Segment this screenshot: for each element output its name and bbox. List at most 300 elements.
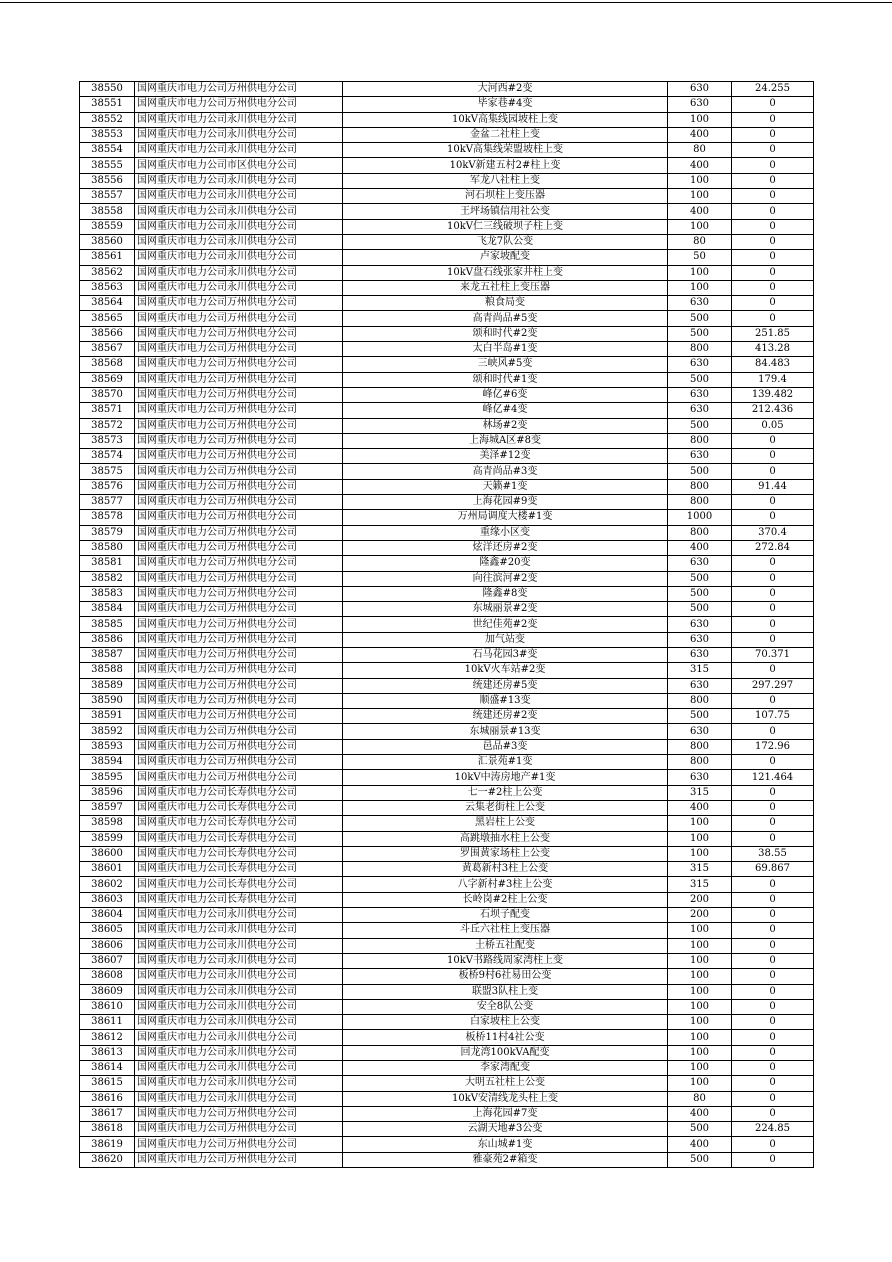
table-row [80,800,814,815]
row-number-cell: 38614 [80,1061,135,1076]
load-cell: 0 [732,877,814,892]
company-cell: 国网重庆市电力公司永川供电分公司 [135,1045,343,1060]
company-cell: 国网重庆市电力公司万州供电分公司 [135,1137,343,1152]
company-cell: 国网重庆市电力公司永川供电分公司 [135,280,343,295]
table-row [80,280,814,295]
company-cell: 国网重庆市电力公司万州供电分公司 [135,510,343,525]
capacity-cell: 100 [668,1030,732,1045]
load-cell: 0 [732,311,814,326]
capacity-cell: 100 [668,189,732,204]
capacity-cell: 500 [668,571,732,586]
load-cell: 0 [732,800,814,815]
company-cell: 国网重庆市电力公司永川供电分公司 [135,234,343,249]
company-cell: 国网重庆市电力公司万州供电分公司 [135,418,343,433]
row-number-cell: 38593 [80,739,135,754]
table-row [80,357,814,372]
row-number-cell: 38565 [80,311,135,326]
table-row [80,632,814,647]
table-row [80,1045,814,1060]
capacity-cell: 100 [668,1045,732,1060]
capacity-cell: 100 [668,1015,732,1030]
load-cell: 0.05 [732,418,814,433]
row-number-cell: 38590 [80,693,135,708]
company-cell: 国网重庆市电力公司万州供电分公司 [135,372,343,387]
transformer-name-cell: 回龙湾100kVA配变 [343,1045,668,1060]
transformer-name-cell: 10kV安清线龙头柱上变 [343,1091,668,1106]
load-cell: 139.482 [732,387,814,402]
row-number-cell: 38616 [80,1091,135,1106]
transformer-name-cell: 来龙五社柱上变压器 [343,280,668,295]
capacity-cell: 100 [668,1076,732,1091]
row-number-cell: 38586 [80,632,135,647]
table-row [80,724,814,739]
table-row [80,908,814,923]
table-row [80,571,814,586]
table-row [80,464,814,479]
table-row [80,586,814,601]
transformer-name-cell: 汇景苑#1变 [343,755,668,770]
table-row [80,892,814,907]
row-number-cell: 38576 [80,479,135,494]
load-cell: 179.4 [732,372,814,387]
capacity-cell: 630 [668,556,732,571]
load-cell: 0 [732,495,814,510]
transformer-name-cell: 峰亿#4变 [343,403,668,418]
table-row [80,449,814,464]
company-cell: 国网重庆市电力公司万州供电分公司 [135,1106,343,1121]
transformer-name-cell: 太白半岛#1变 [343,342,668,357]
row-number-cell: 38578 [80,510,135,525]
transformer-capacity-table [79,81,814,1168]
company-cell: 国网重庆市电力公司长寿供电分公司 [135,831,343,846]
row-number-cell: 38552 [80,112,135,127]
load-cell: 0 [732,189,814,204]
row-number-cell: 38568 [80,357,135,372]
load-cell: 0 [732,908,814,923]
table-row [80,1106,814,1121]
transformer-name-cell: 10kV书路线周家湾柱上变 [343,953,668,968]
load-cell: 0 [732,234,814,249]
row-number-cell: 38583 [80,586,135,601]
capacity-cell: 100 [668,938,732,953]
company-cell: 国网重庆市电力公司万州供电分公司 [135,571,343,586]
load-cell: 0 [732,158,814,173]
row-number-cell: 38597 [80,800,135,815]
row-number-cell: 38580 [80,540,135,555]
row-number-cell: 38554 [80,143,135,158]
transformer-name-cell: 隆鑫#8变 [343,586,668,601]
load-cell: 107.75 [732,709,814,724]
transformer-name-cell: 七一#2柱上公变 [343,785,668,800]
load-cell: 70.371 [732,647,814,662]
capacity-cell: 500 [668,586,732,601]
table-body [80,82,814,1168]
company-cell: 国网重庆市电力公司永川供电分公司 [135,1061,343,1076]
capacity-cell: 100 [668,280,732,295]
table-row [80,862,814,877]
transformer-name-cell: 大明五社柱上公变 [343,1076,668,1091]
table-row [80,770,814,785]
capacity-cell: 500 [668,602,732,617]
company-cell: 国网重庆市电力公司永川供电分公司 [135,1091,343,1106]
load-cell: 69.867 [732,862,814,877]
company-cell: 国网重庆市电力公司万州供电分公司 [135,326,343,341]
table-row [80,510,814,525]
capacity-cell: 500 [668,709,732,724]
load-cell: 38.55 [732,846,814,861]
table-row [80,1076,814,1091]
load-cell: 0 [732,999,814,1014]
company-cell: 国网重庆市电力公司长寿供电分公司 [135,862,343,877]
load-cell: 0 [732,464,814,479]
transformer-name-cell: 顺盛#13变 [343,693,668,708]
table-row [80,372,814,387]
company-cell: 国网重庆市电力公司万州供电分公司 [135,755,343,770]
capacity-cell: 100 [668,846,732,861]
row-number-cell: 38564 [80,296,135,311]
table-row [80,999,814,1014]
transformer-name-cell: 河石坝柱上变压器 [343,189,668,204]
load-cell: 0 [732,953,814,968]
table-row [80,342,814,357]
load-cell: 0 [732,938,814,953]
company-cell: 国网重庆市电力公司长寿供电分公司 [135,785,343,800]
company-cell: 国网重庆市电力公司万州供电分公司 [135,525,343,540]
capacity-cell: 630 [668,82,732,97]
row-number-cell: 38579 [80,525,135,540]
transformer-name-cell: 向往滨河#2变 [343,571,668,586]
table-row [80,403,814,418]
row-number-cell: 38589 [80,678,135,693]
row-number-cell: 38558 [80,204,135,219]
capacity-cell: 400 [668,127,732,142]
load-cell: 172.96 [732,739,814,754]
table-row [80,311,814,326]
load-cell: 0 [732,755,814,770]
transformer-name-cell: 颂和时代#1变 [343,372,668,387]
capacity-cell: 100 [668,999,732,1014]
row-number-cell: 38562 [80,265,135,280]
load-cell: 0 [732,173,814,188]
capacity-cell: 1000 [668,510,732,525]
capacity-cell: 100 [668,1061,732,1076]
load-cell: 0 [732,831,814,846]
capacity-cell: 630 [668,97,732,112]
table-row [80,785,814,800]
table-row [80,250,814,265]
load-cell: 0 [732,724,814,739]
load-cell: 0 [732,693,814,708]
transformer-name-cell: 峰亿#6变 [343,387,668,402]
table-row [80,1061,814,1076]
company-cell: 国网重庆市电力公司长寿供电分公司 [135,800,343,815]
company-cell: 国网重庆市电力公司万州供电分公司 [135,540,343,555]
table-row [80,953,814,968]
table-row [80,556,814,571]
row-number-cell: 38550 [80,82,135,97]
table-row [80,525,814,540]
company-cell: 国网重庆市电力公司万州供电分公司 [135,311,343,326]
table-row [80,326,814,341]
table-row [80,173,814,188]
company-cell: 国网重庆市电力公司万州供电分公司 [135,449,343,464]
capacity-cell: 100 [668,173,732,188]
transformer-name-cell: 大河西#2变 [343,82,668,97]
table-row [80,219,814,234]
load-cell: 0 [732,250,814,265]
transformer-name-cell: 长岭岗#2柱上公变 [343,892,668,907]
company-cell: 国网重庆市电力公司永川供电分公司 [135,204,343,219]
table-row [80,387,814,402]
company-cell: 国网重庆市电力公司市区供电分公司 [135,158,343,173]
table-row [80,1030,814,1045]
transformer-name-cell: 高青尚品#3变 [343,464,668,479]
capacity-cell: 80 [668,234,732,249]
load-cell: 251.85 [732,326,814,341]
load-cell: 0 [732,433,814,448]
table-row [80,969,814,984]
capacity-cell: 100 [668,112,732,127]
transformer-name-cell: 粮食局变 [343,296,668,311]
row-number-cell: 38570 [80,387,135,402]
company-cell: 国网重庆市电力公司永川供电分公司 [135,1015,343,1030]
capacity-cell: 630 [668,632,732,647]
capacity-cell: 400 [668,158,732,173]
row-number-cell: 38612 [80,1030,135,1045]
row-number-cell: 38606 [80,938,135,953]
row-number-cell: 38569 [80,372,135,387]
company-cell: 国网重庆市电力公司万州供电分公司 [135,647,343,662]
capacity-cell: 100 [668,969,732,984]
capacity-cell: 800 [668,433,732,448]
transformer-name-cell: 石马花园3#变 [343,647,668,662]
load-cell: 0 [732,204,814,219]
capacity-cell: 100 [668,816,732,831]
load-cell: 0 [732,892,814,907]
capacity-cell: 400 [668,204,732,219]
row-number-cell: 38556 [80,173,135,188]
row-number-cell: 38588 [80,663,135,678]
company-cell: 国网重庆市电力公司永川供电分公司 [135,984,343,999]
company-cell: 国网重庆市电力公司万州供电分公司 [135,678,343,693]
table-row [80,923,814,938]
transformer-name-cell: 雅豪苑2#箱变 [343,1152,668,1167]
row-number-cell: 38605 [80,923,135,938]
company-cell: 国网重庆市电力公司永川供电分公司 [135,923,343,938]
capacity-cell: 100 [668,265,732,280]
load-cell: 0 [732,816,814,831]
row-number-cell: 38601 [80,862,135,877]
row-number-cell: 38557 [80,189,135,204]
company-cell: 国网重庆市电力公司万州供电分公司 [135,770,343,785]
load-cell: 0 [732,112,814,127]
capacity-cell: 100 [668,923,732,938]
company-cell: 国网重庆市电力公司长寿供电分公司 [135,846,343,861]
company-cell: 国网重庆市电力公司万州供电分公司 [135,632,343,647]
transformer-name-cell: 八字新村#3柱上公变 [343,877,668,892]
capacity-cell: 630 [668,770,732,785]
transformer-name-cell: 黄葛新村3柱上公变 [343,862,668,877]
capacity-cell: 50 [668,250,732,265]
capacity-cell: 400 [668,1106,732,1121]
table-row [80,495,814,510]
transformer-name-cell: 三峡风#5变 [343,357,668,372]
transformer-name-cell: 颂和时代#2变 [343,326,668,341]
company-cell: 国网重庆市电力公司长寿供电分公司 [135,877,343,892]
company-cell: 国网重庆市电力公司万州供电分公司 [135,82,343,97]
capacity-cell: 80 [668,143,732,158]
load-cell: 0 [732,1061,814,1076]
transformer-name-cell: 飞龙7队公变 [343,234,668,249]
capacity-cell: 630 [668,724,732,739]
row-number-cell: 38608 [80,969,135,984]
transformer-name-cell: 板桥11村4社公变 [343,1030,668,1045]
row-number-cell: 38610 [80,999,135,1014]
row-number-cell: 38573 [80,433,135,448]
table-row [80,265,814,280]
row-number-cell: 38575 [80,464,135,479]
row-number-cell: 38618 [80,1122,135,1137]
load-cell: 0 [732,556,814,571]
load-cell: 0 [732,617,814,632]
capacity-cell: 630 [668,296,732,311]
capacity-cell: 800 [668,755,732,770]
transformer-name-cell: 统建还房#5变 [343,678,668,693]
load-cell: 0 [732,632,814,647]
capacity-cell: 315 [668,663,732,678]
load-cell: 0 [732,571,814,586]
transformer-name-cell: 军龙八社柱上变 [343,173,668,188]
table-row [80,127,814,142]
transformer-name-cell: 美泽#12变 [343,449,668,464]
table-row [80,678,814,693]
transformer-name-cell: 上海花园#9变 [343,495,668,510]
load-cell: 0 [732,1106,814,1121]
table-row [80,617,814,632]
row-number-cell: 38604 [80,908,135,923]
page-top-rule [0,2,892,3]
capacity-cell: 500 [668,326,732,341]
load-cell: 212.436 [732,403,814,418]
row-number-cell: 38607 [80,953,135,968]
transformer-name-cell: 10kV新建五村2#柱上变 [343,158,668,173]
company-cell: 国网重庆市电力公司万州供电分公司 [135,693,343,708]
transformer-name-cell: 上海城A区#8变 [343,433,668,448]
row-number-cell: 38567 [80,342,135,357]
load-cell: 0 [732,586,814,601]
table-row [80,479,814,494]
row-number-cell: 38574 [80,449,135,464]
transformer-name-cell: 10kV仁三线破坝子柱上变 [343,219,668,234]
load-cell: 0 [732,97,814,112]
table-row [80,816,814,831]
company-cell: 国网重庆市电力公司万州供电分公司 [135,403,343,418]
table-row [80,877,814,892]
load-cell: 0 [732,785,814,800]
transformer-name-cell: 上海花园#7变 [343,1106,668,1121]
load-cell: 0 [732,449,814,464]
company-cell: 国网重庆市电力公司长寿供电分公司 [135,816,343,831]
table-row [80,984,814,999]
capacity-cell: 800 [668,525,732,540]
capacity-cell: 100 [668,953,732,968]
transformer-name-cell: 高青尚品#5变 [343,311,668,326]
transformer-name-cell: 10kV高集线荣盟坡柱上变 [343,143,668,158]
load-cell: 24.255 [732,82,814,97]
capacity-cell: 800 [668,693,732,708]
company-cell: 国网重庆市电力公司万州供电分公司 [135,296,343,311]
company-cell: 国网重庆市电力公司万州供电分公司 [135,97,343,112]
transformer-name-cell: 金盆二社柱上变 [343,127,668,142]
row-number-cell: 38609 [80,984,135,999]
row-number-cell: 38602 [80,877,135,892]
transformer-name-cell: 石坝子配变 [343,908,668,923]
capacity-cell: 500 [668,372,732,387]
table-row [80,755,814,770]
table-row [80,846,814,861]
company-cell: 国网重庆市电力公司永川供电分公司 [135,1076,343,1091]
row-number-cell: 38596 [80,785,135,800]
table-row [80,418,814,433]
company-cell: 国网重庆市电力公司万州供电分公司 [135,1122,343,1137]
row-number-cell: 38619 [80,1137,135,1152]
row-number-cell: 38571 [80,403,135,418]
capacity-cell: 800 [668,739,732,754]
table-row [80,234,814,249]
capacity-cell: 80 [668,1091,732,1106]
company-cell: 国网重庆市电力公司永川供电分公司 [135,953,343,968]
capacity-cell: 500 [668,1122,732,1137]
table-row [80,1137,814,1152]
company-cell: 国网重庆市电力公司长寿供电分公司 [135,892,343,907]
transformer-name-cell: 统建还房#2变 [343,709,668,724]
table-row [80,540,814,555]
company-cell: 国网重庆市电力公司永川供电分公司 [135,250,343,265]
load-cell: 0 [732,265,814,280]
row-number-cell: 38581 [80,556,135,571]
transformer-name-cell: 加气站变 [343,632,668,647]
transformer-name-cell: 天籁#1变 [343,479,668,494]
load-cell: 0 [732,1152,814,1167]
row-number-cell: 38587 [80,647,135,662]
row-number-cell: 38617 [80,1106,135,1121]
load-cell: 0 [732,1045,814,1060]
row-number-cell: 38594 [80,755,135,770]
load-cell: 121.464 [732,770,814,785]
capacity-cell: 630 [668,647,732,662]
company-cell: 国网重庆市电力公司永川供电分公司 [135,127,343,142]
table-row [80,1091,814,1106]
transformer-name-cell: 世纪佳苑#2变 [343,617,668,632]
row-number-cell: 38613 [80,1045,135,1060]
row-number-cell: 38615 [80,1076,135,1091]
table-row [80,693,814,708]
row-number-cell: 38595 [80,770,135,785]
load-cell: 0 [732,969,814,984]
capacity-cell: 315 [668,877,732,892]
load-cell: 0 [732,1091,814,1106]
company-cell: 国网重庆市电力公司永川供电分公司 [135,265,343,280]
row-number-cell: 38599 [80,831,135,846]
table-row [80,433,814,448]
company-cell: 国网重庆市电力公司万州供电分公司 [135,586,343,601]
table-row [80,663,814,678]
table-row [80,97,814,112]
capacity-cell: 400 [668,1137,732,1152]
load-cell: 0 [732,1076,814,1091]
transformer-name-cell: 李家湾配变 [343,1061,668,1076]
company-cell: 国网重庆市电力公司永川供电分公司 [135,999,343,1014]
